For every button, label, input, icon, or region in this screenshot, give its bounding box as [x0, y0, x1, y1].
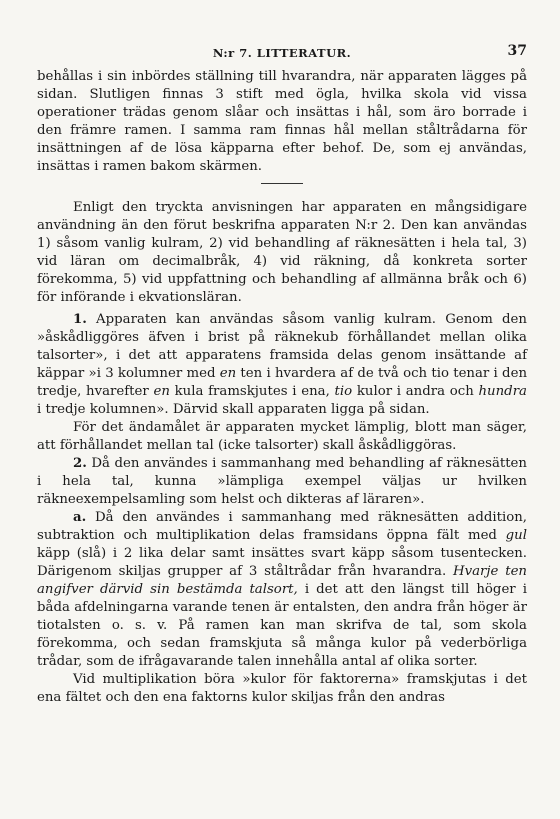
item-number: 2. — [73, 456, 87, 471]
emphasis: en — [219, 366, 237, 381]
emphasis: hundra — [478, 384, 527, 399]
page-header — [37, 43, 527, 68]
emphasis: Hvarje ten angifver därvid sin bestämda talsort, — [37, 564, 527, 597]
paragraph-1: behållas i sin inbördes ställning till hvarandra, när apparaten lägges på sidan. Slutligen finnas 3 stift med ögla, hvilka skola vid vissa operationer trädas genom slåar och insättas i hål, som äro borrade i den främre ramen. I samma ram finnas hål mellan ståltrådarna för insättningen af de lösa käpparna efter behof. De, som ej användas, insättas i ramen bakom skärmen. — [37, 69, 527, 174]
emphasis: en — [153, 384, 170, 399]
running-title: N:r 7. LITTERATUR. — [212, 46, 352, 60]
paragraph-5: 2. Då den användes i sammanhang med behandling af räknesätten i hela tal, kunna »lämpliga exempel väljas ur hvilken räkneexempelsamling som helst och dikteras af läraren». — [37, 456, 527, 507]
paragraph-4: För det ändamålet är apparaten mycket lämplig, blott man säger, att förhållandet mellan tal (icke talsorter) skall åskådliggöras. — [37, 420, 527, 453]
item-letter: a. — [73, 510, 87, 525]
body-text — [37, 68, 527, 707]
page-number: 37 — [507, 43, 527, 59]
emphasis: gul — [505, 528, 527, 543]
item-number: 1. — [73, 312, 87, 327]
paragraph-3: 1. Apparaten kan användas såsom vanlig kulram. Genom den »åskådliggöres äfven i brist på räknekub förhållandet mellan olika talsorter», i det att apparatens framsida delas genom insättande af käppar »i 3 kolumner med en ten i hvardera af de två och tio tenar i den tredje, hvarefter en kula framskjutes i ena, tio kulor i andra och hundra i tredje kolumnen». Därvid skall apparaten ligga på sidan. — [37, 312, 528, 417]
emphasis: tio — [334, 384, 353, 399]
paragraph-6: a. Då den användes i sammanhang med räknesätten addition, subtraktion och multiplikation delas framsidans öppna fält med gul käpp (slå) i 2 lika delar samt insättes svart käpp såsom tusentecken. Därigenom skiljas grupper af 3 ståltrådar från hvarandra. Hvarje ten angifver därvid sin bestämda talsort, i det att den längst till höger i båda afdelningarna varande tenen är entalsten, den andra från höger är tiotalsten o. s. v. På ramen kan man skrifva de tal, som skola förekomma, och sedan framskjuta så många kulor på vederbörliga trådar, som de ifrågavarande talen innehålla antal af olika sorter. — [37, 510, 527, 669]
paragraph-2: Enligt den tryckta anvisningen har apparaten en mångsidigare användning än den förut beskrifna apparaten N:r 2. Den kan användas 1) såsom vanlig kulram, 2) vid behandling af räknesätten i hela tal, 3) vid läran om decimalbråk, 4) vid räkning, då konkreta sorter förekomma, 5) vid uppfattning och behandling af allmänna bråk och 6) för införande i ekvationsläran. — [37, 200, 527, 305]
section-divider — [261, 183, 303, 184]
paragraph-7: Vid multiplikation böra »kulor för faktorerna» framskjutas i det ena fältet och den ena faktorns kulor skiljas från den andras — [37, 672, 527, 705]
